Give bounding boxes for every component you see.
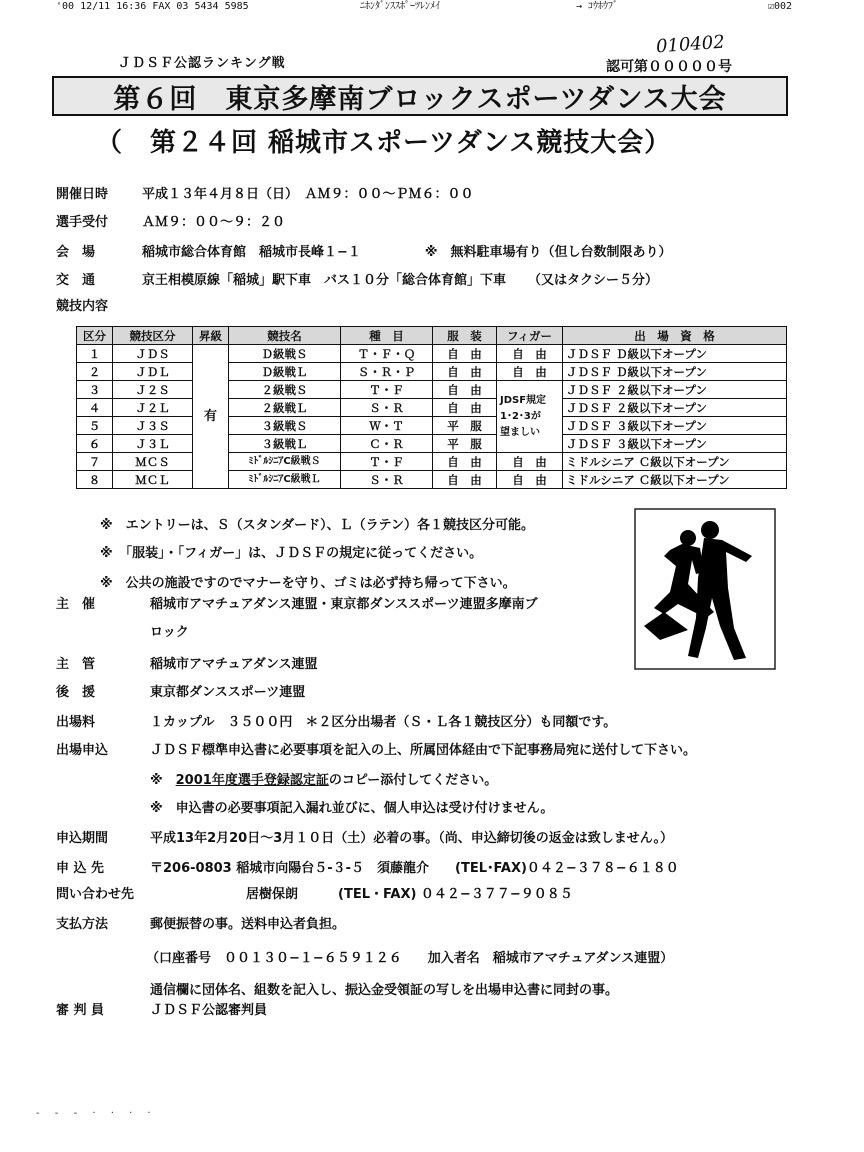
cell-figure: 自 由 (497, 471, 563, 489)
cell-events: Ｔ・Ｆ・Ｑ (341, 345, 433, 363)
info-venue-value: 稲城市総合体育館 稲城市長峰１−１ (142, 245, 361, 260)
permit-number: 認可第０００００号 (606, 59, 732, 75)
info-reception-value: ＡＭ９：００〜９：２０ (142, 215, 286, 230)
cell-qualification: ミドルシニア Ｃ級以下オープン (563, 471, 787, 489)
cell-qualification: ＪＤＳＦ ３級以下オープン (563, 435, 787, 453)
cell-events: Ｓ・Ｒ・Ｐ (341, 363, 433, 381)
info-access-note: （又はタクシー５分） (528, 273, 659, 288)
header-competition: 競技名 (229, 327, 341, 345)
organizer-label: 主 催 (56, 597, 96, 612)
info-venue-label: 会 場 (56, 245, 96, 260)
entry-fee-value: １カップル ３５００円 ＊２区分出場者（Ｓ・Ｌ各１競技区分）も同額です。 (150, 715, 617, 730)
cell-figure: 自 由 (497, 363, 563, 381)
cell-no: ３ (77, 381, 113, 399)
fax-date-time: '00 12/11 16:36 FAX 03 5434 5985 (56, 1, 249, 12)
cell-dress: 自 由 (433, 381, 497, 399)
application-destination (56, 860, 679, 878)
application-note-1 (150, 772, 497, 790)
page-title: 第６回 東京多摩南ブロックスポーツダンス大会 (113, 83, 727, 115)
application (56, 742, 696, 760)
entry-fee (56, 714, 616, 732)
info-access (56, 272, 658, 290)
table-row (77, 399, 787, 417)
registration-certificate-text: 2001年度選手登録認定証 (175, 773, 329, 788)
cell-qualification: ＪＤＳＦ ３級以下オープン (563, 417, 787, 435)
dancing-couple-icon (634, 508, 776, 670)
info-access-value: 京王相模原線「稲城」駅下車 バス１０分「総合体育館」下車 (142, 273, 507, 288)
cell-qualification: ＪＤＳＦ ２級以下オープン (563, 399, 787, 417)
info-venue-note: ※ 無料駐車場有り（但し台数制限あり） (424, 245, 672, 260)
cell-name: ﾐﾄﾞﾙｼﾆｱC級戦Ｓ (229, 453, 341, 471)
note-manners: ※ 公共の施設ですのでマナーを守り、ゴミは必ず持ち帰って下さい。 (100, 576, 516, 591)
cell-events: Ｓ・Ｒ (341, 471, 433, 489)
fax-header (56, 0, 846, 14)
competition-table (76, 326, 787, 489)
application-note-2: ※ 申込書の必要事項記入漏れ並びに、個人申込は受け付けません。 (150, 801, 554, 816)
payment (56, 916, 345, 934)
application-period (56, 830, 673, 848)
info-contents-label: 競技内容 (56, 299, 109, 314)
cell-events: Ｗ・Ｔ (341, 417, 433, 435)
cell-code: ＪＤＬ (113, 363, 193, 381)
table-row (77, 417, 787, 435)
header-division: 区分 (77, 327, 113, 345)
footer-marks: - - - · · · · (36, 1108, 157, 1119)
cell-figure: 自 由 (497, 345, 563, 363)
cell-code: ＭＣＬ (113, 471, 193, 489)
cell-events: Ｓ・Ｒ (341, 399, 433, 417)
cell-code: Ｊ２Ｓ (113, 381, 193, 399)
payment-label: 支払方法 (56, 917, 109, 932)
table-row (77, 381, 787, 399)
application-note-1-suffix: のコピー添付してください。 (328, 773, 498, 788)
payment-account: （口座番号 ００１３０−１−６５９１２６ 加入者名 稲城市アマチュアダンス連盟） (146, 951, 674, 966)
dancing-couple-illustration (634, 508, 776, 670)
inquiry (56, 886, 573, 904)
info-venue (56, 244, 672, 262)
note-dress: ※ 「服装」・「フィガー」は、ＪＤＳＦの規定に従ってください。 (100, 546, 483, 561)
cell-no: １ (77, 345, 113, 363)
cell-code: Ｊ３Ｌ (113, 435, 193, 453)
fax-recipient: → ｺｳﾎｳﾌﾞ (576, 1, 619, 12)
application-destination-tel: (TEL･FAX)０４２−３７８−６１８０ (455, 861, 679, 876)
cell-events: Ｔ・Ｆ (341, 453, 433, 471)
judges-label: 審 判 員 (56, 1003, 105, 1018)
application-value: ＪＤＳＦ標準申込書に必要事項を記入の上、所属団体経由で下記事務局宛に送付して下さい。 (150, 743, 697, 758)
cell-dress: 自 由 (433, 345, 497, 363)
supervisor-label: 主 管 (56, 657, 96, 672)
cell-name: Ｄ級戦Ｓ (229, 345, 341, 363)
cell-name: ２級戦Ｓ (229, 381, 341, 399)
ranking-subtitle: ＪＤＳＦ公認ランキング戦 (118, 56, 286, 71)
payment-value: 郵便振替の事。送料申込者負担。 (150, 917, 346, 932)
info-date-value: 平成１３年４月８日（日） ＡＭ９：００〜ＰＭ６：００ (142, 187, 474, 202)
table-row (77, 363, 787, 381)
application-note-1-prefix: ※ (150, 773, 176, 788)
cell-qualification: ＪＤＳＦ Ｄ級以下オープン (563, 363, 787, 381)
secondary-title: （ 第２４回 稲城市スポーツダンス競技大会） (96, 128, 672, 158)
handwritten-number: 010402 (655, 31, 726, 58)
cell-figure-jdsf (497, 381, 563, 453)
cell-dress: 自 由 (433, 471, 497, 489)
header-dress: 服 装 (433, 327, 497, 345)
cell-no: ７ (77, 453, 113, 471)
supervisor (56, 656, 317, 674)
cell-name: ３級戦Ｓ (229, 417, 341, 435)
organizer-value-line1: 稲城市アマチュアダンス連盟・東京都ダンススポーツ連盟多摩南ブ (150, 597, 538, 612)
header-category: 競技区分 (113, 327, 193, 345)
info-date (56, 186, 474, 204)
cell-code: Ｊ３Ｓ (113, 417, 193, 435)
sponsor (56, 684, 305, 702)
note-entry: ※ エントリーは、Ｓ（スタンダード）、Ｌ（ラテン）各１競技区分可能。 (100, 518, 534, 533)
header-promotion: 昇級 (193, 327, 229, 345)
payment-instruction: 通信欄に団体名、組数を記入し、振込金受領証の写しを出場申込書に同封の事。 (150, 983, 619, 998)
organizer (56, 596, 538, 614)
cell-name: ﾐﾄﾞﾙｼﾆｱC級戦Ｌ (229, 471, 341, 489)
cell-dress: 自 由 (433, 453, 497, 471)
figure-jdsf-line: 望ましい (500, 426, 540, 438)
application-period-label: 申込期間 (56, 831, 109, 846)
cell-events: Ｃ・Ｒ (341, 435, 433, 453)
header-events: 種 目 (341, 327, 433, 345)
cell-no: ２ (77, 363, 113, 381)
table-row (77, 345, 787, 363)
cell-name: ３級戦Ｌ (229, 435, 341, 453)
application-destination-label: 申 込 先 (56, 861, 105, 876)
header-qualification: 出 場 資 格 (563, 327, 787, 345)
cell-promotion: 有 (193, 345, 229, 489)
title-box (52, 76, 788, 116)
cell-figure: 自 由 (497, 453, 563, 471)
fax-sender: ﾆﾎﾝﾀﾞﾝｽｽﾎﾟｰﾂﾚﾝﾒｲ (360, 1, 440, 12)
judges-value: ＪＤＳＦ公認審判員 (150, 1003, 268, 1018)
table-row (77, 435, 787, 453)
cell-name: Ｄ級戦Ｌ (229, 363, 341, 381)
cell-no: ８ (77, 471, 113, 489)
cell-dress: 平 服 (433, 417, 497, 435)
entry-fee-label: 出場料 (56, 715, 96, 730)
supervisor-value: 稲城市アマチュアダンス連盟 (150, 657, 318, 672)
judges (56, 1002, 267, 1020)
info-date-label: 開催日時 (56, 187, 109, 202)
cell-qualification: ＪＤＳＦ ２級以下オープン (563, 381, 787, 399)
application-period-value: 平成13年2月20日〜3月１０日（土）必着の事。（尚、申込締切後の返金は致しません。） (150, 831, 674, 846)
application-label: 出場申込 (56, 743, 109, 758)
table-row (77, 453, 787, 471)
inquiry-tel: (TEL・FAX) ０４２−３７７−９０８５ (338, 887, 573, 902)
application-destination-value: 〒206-0803 稲城市向陽台５-３-５ 須藤龍介 (150, 861, 430, 876)
cell-no: ５ (77, 417, 113, 435)
cell-code: ＭＣＳ (113, 453, 193, 471)
cell-dress: 平 服 (433, 435, 497, 453)
header-figure: フィガー (497, 327, 563, 345)
table-header-row (77, 327, 787, 345)
cell-no: ４ (77, 399, 113, 417)
cell-events: Ｔ・Ｆ (341, 381, 433, 399)
info-reception-label: 選手受付 (56, 215, 109, 230)
cell-dress: 自 由 (433, 399, 497, 417)
cell-code: ＪＤＳ (113, 345, 193, 363)
figure-jdsf-line: 1･2･3が (500, 410, 541, 422)
cell-qualification: ＪＤＳＦ Ｄ級以下オープン (563, 345, 787, 363)
cell-qualification: ミドルシニア Ｃ級以下オープン (563, 453, 787, 471)
table-row (77, 471, 787, 489)
sponsor-value: 東京都ダンススポーツ連盟 (150, 685, 306, 700)
cell-code: Ｊ２Ｌ (113, 399, 193, 417)
info-access-label: 交 通 (56, 273, 96, 288)
sponsor-label: 後 援 (56, 685, 96, 700)
inquiry-name: 居樹保朗 (246, 887, 299, 902)
cell-dress: 自 由 (433, 363, 497, 381)
fax-page-number: ☑002 (768, 1, 793, 12)
inquiry-label: 問い合わせ先 (56, 887, 135, 902)
figure-jdsf-line: JDSF規定 (500, 394, 547, 406)
info-reception (56, 214, 285, 232)
cell-no: ６ (77, 435, 113, 453)
organizer-value-line2: ロック (150, 625, 189, 640)
cell-name: ２級戦Ｌ (229, 399, 341, 417)
